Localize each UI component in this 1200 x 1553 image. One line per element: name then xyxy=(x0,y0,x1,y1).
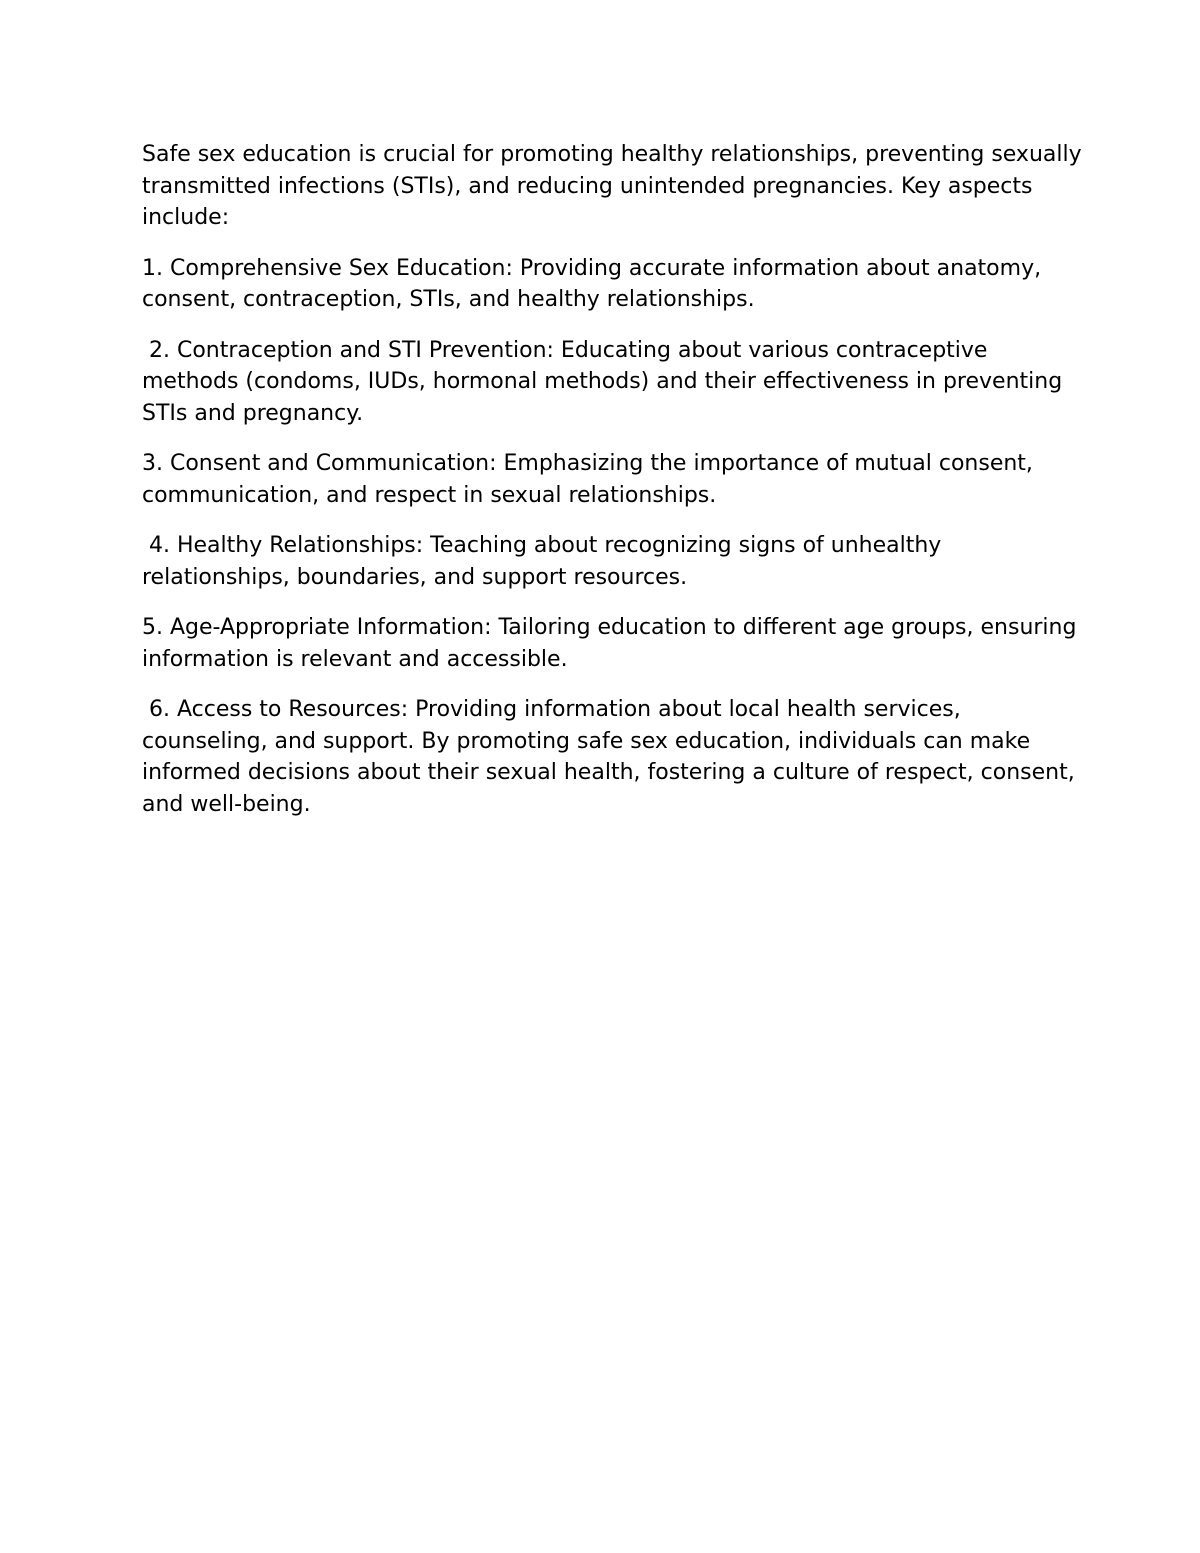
list-item-contraception-sti-prevention: 2. Contraception and STI Prevention: Educating about various contraceptive methods (condoms, IUDs, hormonal methods) and their effectiveness in preventing STIs and pregnancy. xyxy=(142,337,1070,426)
list-item-comprehensive-sex-education: 1. Comprehensive Sex Education: Providing accurate information about anatomy, consent, contraception, STIs, and healthy relationships. xyxy=(142,255,1049,312)
list-item-healthy-relationships: 4. Healthy Relationships: Teaching about recognizing signs of unhealthy relationships, boundaries, and support resources. xyxy=(142,533,949,590)
list-item-age-appropriate-information: 5. Age-Appropriate Information: Tailoring education to different age groups, ensuring information is relevant and accessible. xyxy=(142,615,1084,672)
list-item-access-to-resources: 6. Access to Resources: Providing information about local health services, counseling, and support. By promoting safe sex education, individuals can make informed decisions about their sexual health, fostering a culture of respect, consent, and well-being. xyxy=(142,697,1082,817)
list-item-consent-communication: 3. Consent and Communication: Emphasizing the importance of mutual consent, communication, and respect in sexual relationships. xyxy=(142,451,1040,508)
document-body xyxy=(142,139,1089,839)
intro-paragraph: Safe sex education is crucial for promoting healthy relationships, preventing sexually transmitted infections (STIs), and reducing unintended pregnancies. Key aspects include: xyxy=(142,142,1089,230)
